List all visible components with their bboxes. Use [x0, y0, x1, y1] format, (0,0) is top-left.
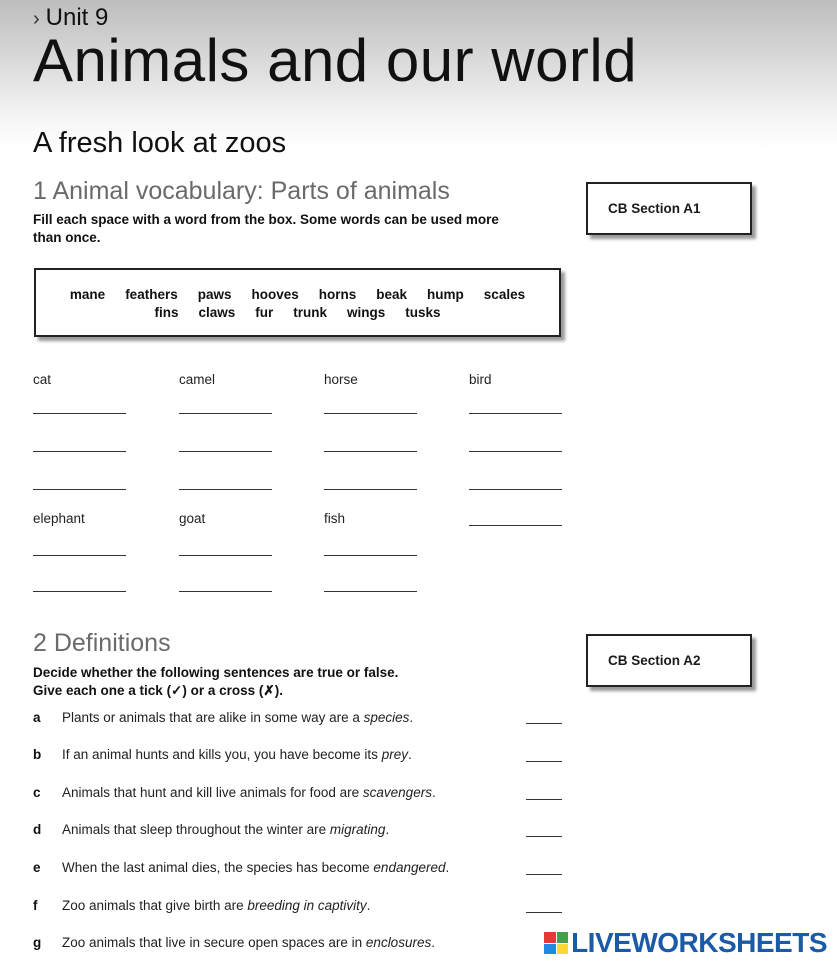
- answer-line[interactable]: [469, 413, 562, 414]
- question-letter: a: [33, 710, 41, 725]
- word-box: [34, 268, 561, 337]
- section1-title: 1 Animal vocabulary: Parts of animals: [33, 177, 450, 205]
- question-text: [62, 935, 435, 950]
- animal-label-bird: bird: [469, 372, 492, 387]
- question-text: [62, 860, 449, 875]
- animal-label-camel: camel: [179, 372, 216, 387]
- answer-line[interactable]: [179, 451, 272, 452]
- word-box-word: tusks: [405, 305, 441, 320]
- section2-instruction-line2: Give each one a tick (✓) or a cross (✗).: [33, 683, 283, 698]
- animal-label-elephant: elephant: [33, 511, 85, 526]
- answer-line[interactable]: [469, 489, 562, 490]
- question-letter: c: [33, 785, 41, 800]
- section1-instruction: [33, 211, 499, 247]
- logo-tile: [557, 944, 569, 955]
- answer-line[interactable]: [179, 591, 272, 592]
- answer-line[interactable]: [179, 413, 272, 414]
- question-end: .: [366, 898, 371, 913]
- answer-line[interactable]: [469, 525, 562, 526]
- logo-tile: [544, 944, 556, 955]
- answer-line[interactable]: [324, 555, 417, 556]
- true-false-answer-line[interactable]: [526, 912, 562, 913]
- question-end: .: [407, 747, 412, 762]
- question-text-body: When the last animal dies, the species has become: [62, 860, 374, 875]
- question-letter: b: [33, 747, 42, 762]
- section2-instruction-line1: Decide whether the following sentences are true or false.: [33, 665, 399, 680]
- question-term: species: [363, 710, 410, 725]
- page-title: Animals and our world: [33, 27, 638, 94]
- cb-section-a1-box: CB Section A1: [586, 182, 752, 235]
- answer-line[interactable]: [324, 451, 417, 452]
- question-term: endangered: [373, 860, 446, 875]
- answer-line[interactable]: [33, 489, 126, 490]
- answer-line[interactable]: [469, 451, 562, 452]
- word-box-word: fur: [255, 305, 274, 320]
- animal-label-horse: horse: [324, 372, 358, 387]
- question-end: .: [431, 935, 435, 950]
- question-end: .: [431, 785, 436, 800]
- cb-section-a2-box: CB Section A2: [586, 634, 752, 687]
- question-end: .: [409, 710, 414, 725]
- question-text-body: If an animal hunts and kills you, you have become its: [62, 747, 382, 762]
- word-box-word: scales: [483, 287, 526, 302]
- answer-line[interactable]: [324, 591, 417, 592]
- question-text-body: Plants or animals that are alike in some way are a: [62, 710, 364, 725]
- question-term: enclosures: [365, 935, 432, 950]
- animal-label-goat: goat: [179, 511, 206, 526]
- question-term: prey: [381, 747, 408, 762]
- logo-tile: [557, 932, 569, 943]
- question-term: breeding in captivity: [247, 898, 367, 913]
- word-box-word: wings: [347, 305, 386, 320]
- liveworksheets-wordmark: LIVEWORKSHEETS: [571, 927, 827, 958]
- page-subtitle: A fresh look at zoos: [33, 127, 287, 159]
- section1-instruction-line2: than once.: [33, 230, 101, 245]
- question-text: [62, 898, 370, 913]
- true-false-answer-line[interactable]: [526, 836, 562, 837]
- question-text-body: Animals that sleep throughout the winter are: [62, 822, 330, 837]
- question-end: .: [385, 822, 390, 837]
- question-text: [62, 710, 413, 725]
- answer-line[interactable]: [33, 555, 126, 556]
- word-box-word: claws: [198, 305, 236, 320]
- word-box-word: fins: [154, 305, 179, 320]
- question-text: [62, 822, 389, 837]
- question-text-body: Zoo animals that give birth are: [62, 898, 248, 913]
- section2-title: 2 Definitions: [33, 629, 171, 657]
- answer-line[interactable]: [324, 413, 417, 414]
- question-text: [62, 785, 436, 800]
- question-term: migrating: [329, 822, 386, 837]
- logo-tile: [544, 932, 556, 943]
- question-letter: e: [33, 860, 41, 875]
- true-false-answer-line[interactable]: [526, 761, 562, 762]
- word-box-word: mane: [69, 287, 106, 302]
- true-false-answer-line[interactable]: [526, 723, 562, 724]
- question-letter: g: [33, 935, 42, 950]
- chevron-right-icon: ›: [33, 8, 40, 30]
- word-box-row2: [36, 305, 559, 320]
- word-box-word: feathers: [125, 287, 178, 302]
- answer-line[interactable]: [33, 591, 126, 592]
- question-text-body: Zoo animals that live in secure open spaces are in: [62, 935, 366, 950]
- question-letter: f: [33, 898, 38, 913]
- word-box-row1: [36, 287, 559, 302]
- question-term: scavengers: [362, 785, 432, 800]
- unit-text: Unit 9: [45, 4, 109, 31]
- animal-label-fish: fish: [324, 511, 346, 526]
- word-box-word: hooves: [251, 287, 299, 302]
- word-box-word: paws: [197, 287, 232, 302]
- question-text: [62, 747, 412, 762]
- word-box-word: hump: [427, 287, 464, 302]
- true-false-answer-line[interactable]: [526, 874, 562, 875]
- word-box-word: trunk: [293, 305, 327, 320]
- section2-instruction: [33, 664, 398, 700]
- question-letter: d: [33, 822, 42, 837]
- section1-instruction-line1: Fill each space with a word from the box. Some words can be used more: [33, 212, 499, 227]
- question-end: .: [445, 860, 450, 875]
- animal-label-cat: cat: [33, 372, 52, 387]
- liveworksheets-logo: [544, 927, 827, 959]
- answer-line[interactable]: [179, 555, 272, 556]
- answer-line[interactable]: [324, 489, 417, 490]
- liveworksheets-icon: [544, 932, 568, 954]
- true-false-answer-line[interactable]: [526, 799, 562, 800]
- answer-line[interactable]: [179, 489, 272, 490]
- word-box-word: beak: [376, 287, 408, 302]
- question-text-body: Animals that hunt and kill live animals for food are: [62, 785, 363, 800]
- answer-line[interactable]: [33, 413, 126, 414]
- word-box-word: horns: [318, 287, 357, 302]
- answer-line[interactable]: [33, 451, 126, 452]
